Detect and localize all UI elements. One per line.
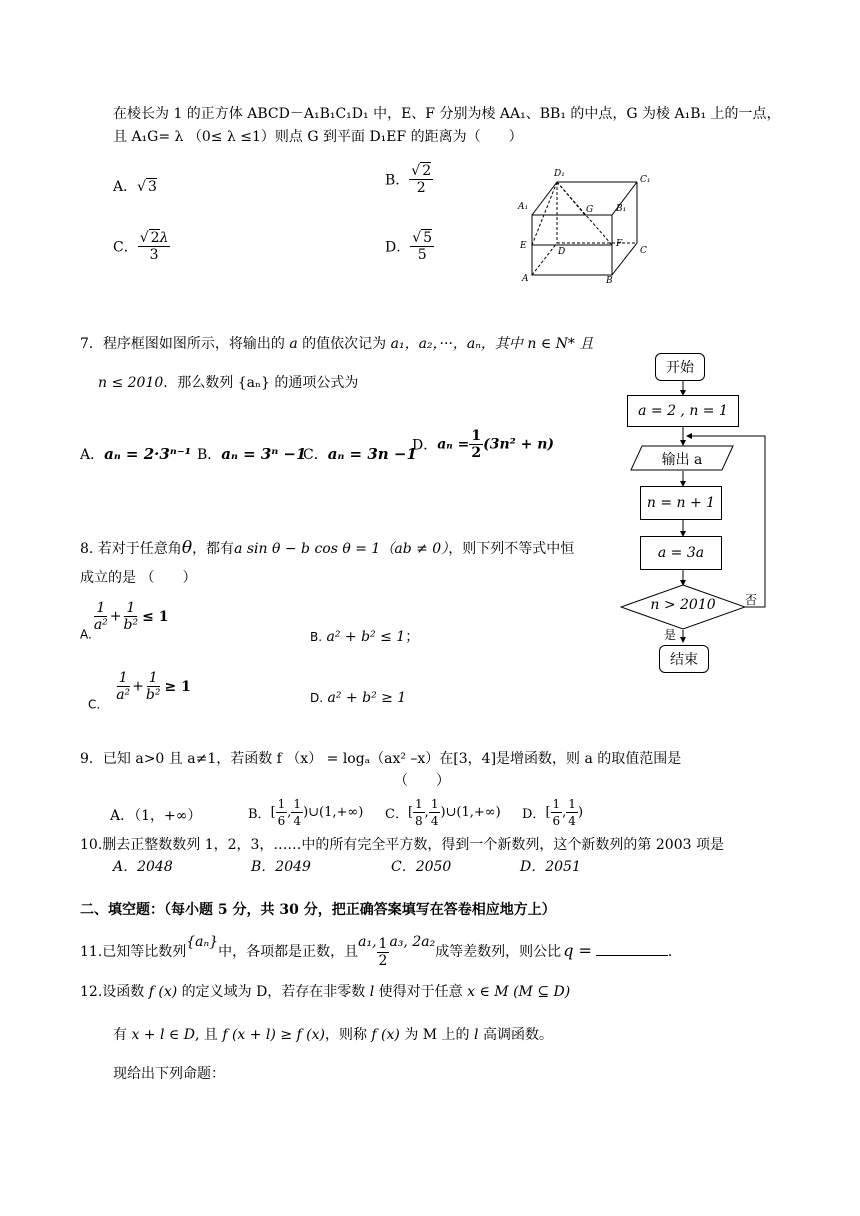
q6-stem-line1: 在棱长为 1 的正方体 ABCD－A₁B₁C₁D₁ 中，E、F 分别为棱 AA₁、BB₁ 的中点，G 为棱 A₁B₁ 上的一点， bbox=[113, 106, 781, 122]
q8-option-b: B. a² + b² ≤ 1； bbox=[310, 629, 420, 645]
q7-option-b: B．aₙ = 3ⁿ −1 bbox=[197, 445, 307, 463]
flowchart-start: 开始 bbox=[655, 353, 705, 381]
cube-label-b1: B₁ bbox=[616, 204, 627, 214]
cube-figure bbox=[510, 165, 660, 285]
q11-stem: 11.已知等比数列{aₙ}中，各项都是正数，且a₁, $\frac{1}{2}$ a₃, 2a₂成等差数列，则公比 q = . bbox=[80, 934, 673, 969]
cube-label-c: C bbox=[640, 246, 647, 256]
q6-option-d: D． $\frac{√ 5}{5}$ bbox=[385, 230, 433, 263]
flowchart-condition: n > 2010 bbox=[650, 597, 716, 613]
q12-stem-line1: 12.设函数 f (x) 的定义域为 D，若存在非零数 l 使得对于任意 x ∈ M (M ⊆ D) bbox=[80, 984, 571, 1000]
flowchart-init: a = 2 , n = 1 bbox=[627, 395, 739, 427]
cube-hidden-ad bbox=[532, 243, 557, 275]
q9-stem: 9．已知 a>0 且 a≠1，若函数 f （x） = logₐ（ax² –x）在[3，4]是增函数，则 a 的取值范围是 bbox=[80, 751, 682, 767]
q7-option-d: D．aₙ = $\frac{1}{2}$ (3n² + n) bbox=[412, 428, 555, 461]
q6-option-a: A．√ 3 bbox=[113, 179, 157, 195]
q9-option-c: C．[ $\frac{1}{8}$ , $\frac{1}{4}$ )∪(1,+∞) bbox=[385, 797, 501, 828]
q10-option-a: A．2048 bbox=[113, 859, 173, 875]
cube-label-e: E bbox=[520, 241, 527, 251]
q7-option-a: A．aₙ = 2·3ⁿ⁻¹ bbox=[80, 445, 192, 463]
q12-stem-line2: 有 x + l ∈ D, 且 f (x + l) ≥ f (x)，则称 f (x) 为 M 上的 l 高调函数。 bbox=[113, 1027, 553, 1043]
q10-option-d: D．2051 bbox=[520, 859, 581, 875]
q9-option-b: B．[ $\frac{1}{6}$ , $\frac{1}{4}$ )∪(1,+∞) bbox=[248, 797, 364, 828]
q10-option-b: B．2049 bbox=[251, 859, 311, 875]
cube-hidden-d1g bbox=[557, 182, 585, 215]
cube-label-d1: D₁ bbox=[554, 169, 565, 179]
q8-stem-line2: 成立的是 （ ） bbox=[80, 570, 197, 586]
q6-stem-line2: 且 A₁G= λ （0≤ λ ≤1）则点 G 到平面 D₁EF 的距离为（ ） bbox=[113, 129, 523, 145]
cube-label-c1: C₁ bbox=[640, 175, 651, 185]
q8-option-d: D. a² + b² ≥ 1 bbox=[310, 690, 407, 706]
q8-option-a: A. $\frac{1}{\text{a²}}$ + $\frac{1}{\text{b²}}$ ≤ 1 bbox=[80, 600, 169, 642]
flowchart-multiply: a = 3a bbox=[640, 536, 722, 570]
q8-option-c: C. $\frac{1}{\text{a²}}$ + $\frac{1}{\text{b²}}$ ≥ 1 bbox=[88, 670, 191, 712]
q6-option-b: B． $\frac{√ 2}{2}$ bbox=[385, 163, 432, 196]
cube-label-g: G bbox=[586, 205, 594, 215]
cube-label-a1: A₁ bbox=[518, 202, 529, 212]
cube-hidden-d1e bbox=[532, 182, 557, 245]
cube-label-f: F bbox=[616, 239, 623, 249]
flowchart-output: 输出 a bbox=[661, 452, 703, 468]
flowchart-no-label: 否 bbox=[745, 593, 758, 607]
q9-bracket: （ ） bbox=[394, 773, 450, 789]
q9-option-a: A．（1，+∞） bbox=[110, 808, 202, 824]
q10-option-c: C．2050 bbox=[391, 859, 452, 875]
flowchart-increment: n = n + 1 bbox=[640, 486, 722, 520]
q7-stem-line2: n ≤ 2010．那么数列 {aₙ} 的通项公式为 bbox=[98, 375, 359, 391]
cube-label-b: B bbox=[606, 276, 613, 285]
flowchart-end: 结束 bbox=[659, 645, 709, 673]
cube-label-d: D bbox=[558, 247, 566, 257]
flowchart-yes-label: 是 bbox=[664, 628, 677, 642]
cube-edge-a1d1 bbox=[532, 182, 557, 215]
q7-option-c: C．aₙ = 3n −1 bbox=[303, 445, 417, 463]
q10-stem: 10.删去正整数数列 1，2，3，……中的所有完全平方数，得到一个新数列，这个新数列的第 2003 项是 bbox=[80, 837, 724, 853]
q11-answer-blank[interactable] bbox=[596, 941, 668, 956]
q8-stem-line1: 8. 若对于任意角θ，都有a sin θ − b cos θ = 1（ab ≠ 0），则下列不等式中恒 bbox=[80, 538, 575, 558]
q6-option-c: C． $\frac{√ 2\lambda}{3}$ bbox=[113, 230, 169, 263]
cube-label-a: A bbox=[522, 274, 529, 284]
q9-option-d: D．[ $\frac{1}{6}$ , $\frac{1}{4}$ ) bbox=[522, 797, 584, 828]
q7-stem-line1: 7．程序框图如图所示，将输出的 a 的值依次记为 a₁，a₂，···，aₙ，其中 n ∈ N* 且 bbox=[80, 336, 594, 352]
section-fill-in-title: 二、填空题：（每小题 5 分，共 30 分，把正确答案填写在答卷相应地方上） bbox=[80, 902, 556, 918]
q12-stem-line3: 现给出下列命题： bbox=[113, 1066, 225, 1082]
